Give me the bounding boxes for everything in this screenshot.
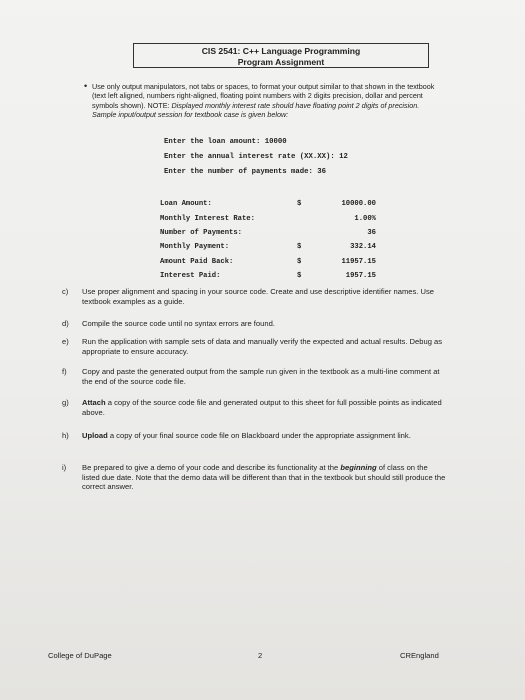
item-text	[82, 431, 447, 441]
format-instructions	[84, 81, 442, 120]
output-label: Number of Payments:	[160, 229, 242, 237]
footer-author: CREngland	[400, 651, 439, 660]
input-line-loan: Enter the loan amount: 10000	[164, 138, 287, 146]
instruction-item-f	[62, 367, 447, 386]
instruction-item-h	[62, 431, 447, 441]
output-label: Interest Paid:	[160, 272, 221, 280]
output-value: 1957.15	[345, 272, 376, 280]
footer-page-number: 2	[258, 651, 263, 660]
instruction-item-e	[62, 337, 447, 356]
assignment-title: Program Assignment	[237, 57, 325, 67]
footer-college: College of DuPage	[48, 651, 112, 660]
output-label: Loan Amount:	[160, 200, 212, 208]
item-letter: h)	[62, 431, 69, 440]
item-letter: c)	[62, 287, 69, 296]
item-pre: Be prepared to give a demo of your code and describe its functionality at the	[82, 463, 341, 472]
dollar-sign: $	[297, 200, 302, 208]
item-rest: of class on the listed due date. Note that the demo data will be different than that in the textbook but should still produce the correct answer.	[82, 463, 446, 492]
instruction-item-i	[62, 463, 447, 492]
item-letter: g)	[62, 398, 69, 407]
item-text: Compile the source code until no syntax errors are found.	[82, 319, 275, 328]
item-text: Use proper alignment and spacing in your source code. Create and use descriptive identifier names. Use textbook examples as a guide.	[82, 287, 435, 306]
output-value: 11957.15	[341, 258, 376, 266]
dollar-sign: $	[297, 258, 302, 266]
item-rest: a copy of the source code file and generated output to this sheet for full possible points as indicated above.	[82, 398, 442, 417]
item-keyword: Upload	[82, 431, 108, 440]
item-keyword: Attach	[82, 398, 106, 407]
output-value: 36	[367, 229, 376, 237]
output-value: 332.14	[350, 243, 376, 251]
instruction-item-c	[62, 287, 447, 306]
item-keyword: beginning	[340, 463, 377, 472]
instruction-item-d	[62, 319, 447, 329]
output-value: 10000.00	[341, 200, 376, 208]
item-letter: e)	[62, 337, 69, 346]
item-letter: i)	[62, 463, 67, 472]
instruction-item-g	[62, 398, 447, 417]
dollar-sign: $	[297, 243, 302, 251]
format-instructions-text: Use only output manipulators, not tabs or spaces, to format your output similar to that shown in the textbook (text left aligned, numbers right-aligned, floating point numbers with 2 digits precision, dollar and percent symbols shown). NOTE:	[92, 82, 435, 110]
input-line-payments: Enter the number of payments made: 36	[164, 168, 327, 176]
item-letter: f)	[62, 367, 67, 376]
output-value: 1.00%	[354, 215, 376, 223]
output-label: Amount Paid Back:	[160, 258, 234, 266]
dollar-sign: $	[297, 272, 302, 280]
item-text	[82, 463, 447, 492]
output-label: Monthly Interest Rate:	[160, 215, 255, 223]
bullet-icon: •	[84, 81, 88, 91]
output-label: Monthly Payment:	[160, 243, 230, 251]
input-line-rate: Enter the annual interest rate (XX.XX): 12	[164, 153, 348, 161]
item-rest: a copy of your final source code file on Blackboard under the appropriate assignment link.	[107, 431, 411, 440]
format-note: Displayed monthly interest rate should have floating point 2 digits of precision. Sample input/output session for textbook case is given below:	[92, 100, 420, 120]
item-letter: d)	[62, 319, 69, 328]
course-title: CIS 2541: C++ Language Programming	[201, 46, 361, 56]
item-text	[82, 398, 447, 417]
title-box	[133, 43, 429, 68]
item-text: Run the application with sample sets of data and manually verify the expected and actual results. Debug as appropriate to ensure accuracy.	[82, 337, 443, 356]
item-text: Copy and paste the generated output from the sample run given in the textbook as a multi-line comment at the end of the source code file.	[82, 367, 440, 386]
